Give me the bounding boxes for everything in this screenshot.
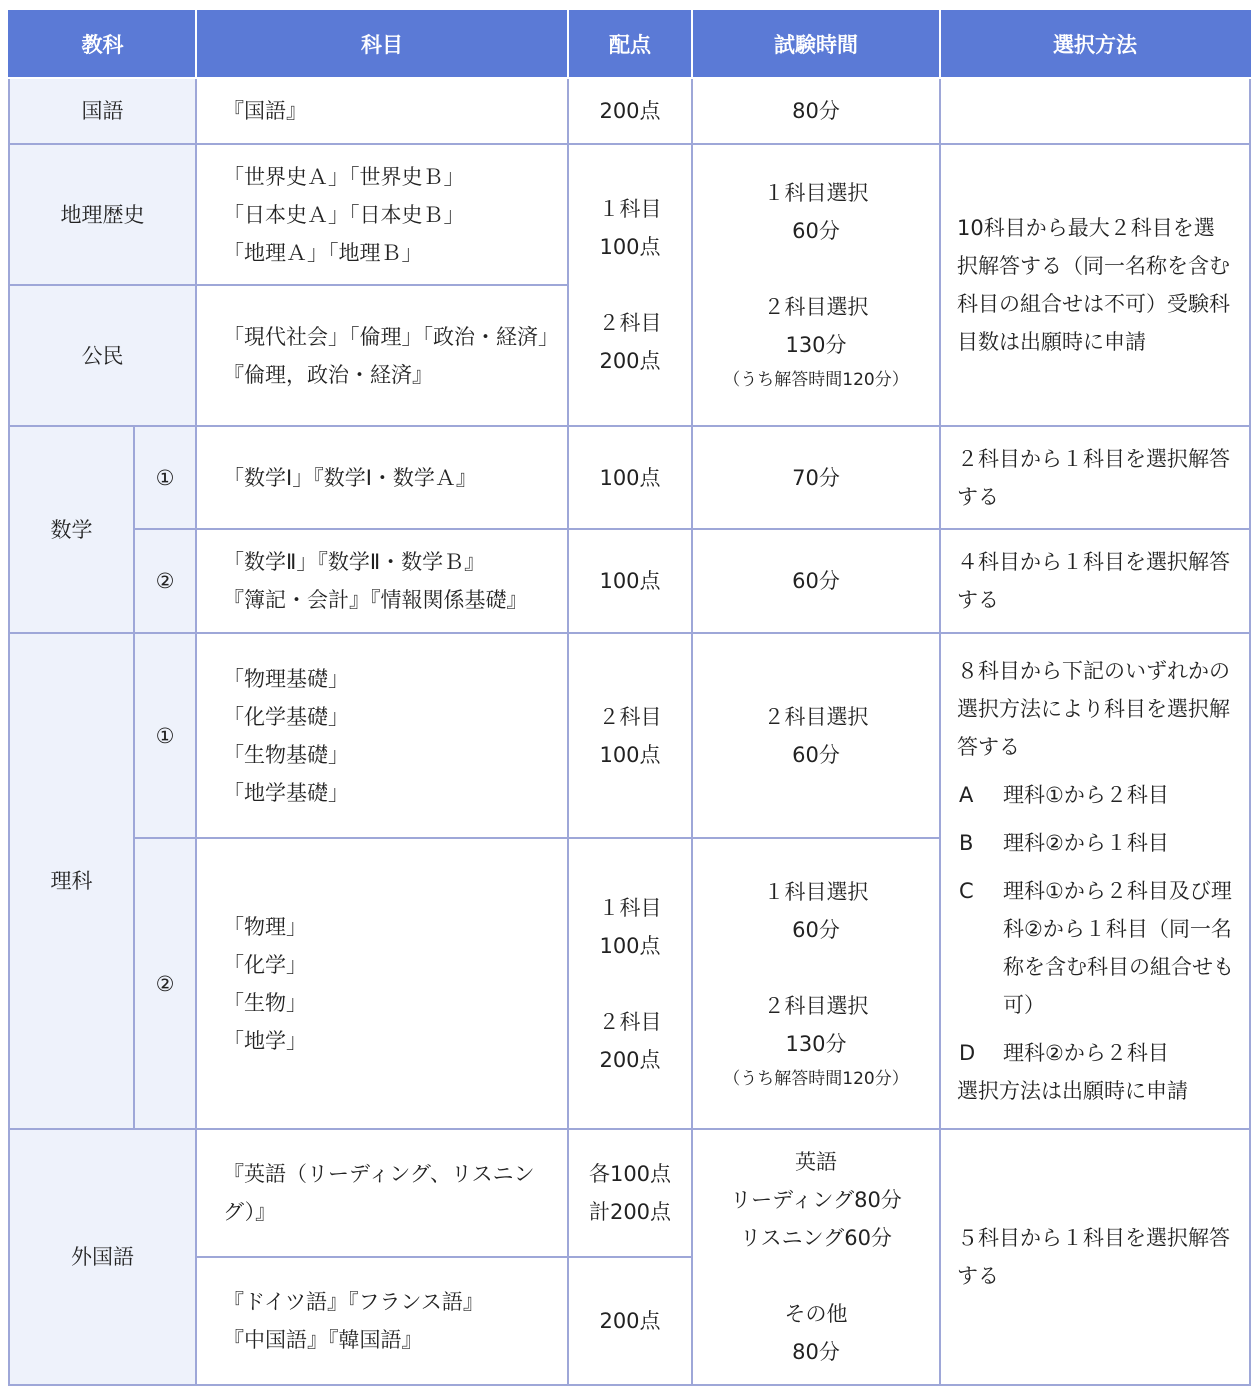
header-row (9, 11, 1250, 78)
subjects-rika-2 (196, 838, 568, 1129)
subject-line: 「地理Ａ」「地理Ｂ」 (223, 240, 423, 265)
method-rika (940, 633, 1250, 1129)
subject-line: 「化学」 (223, 952, 307, 977)
points-line: 200点 (599, 349, 661, 373)
subject-line: 『簿記・会計』『情報関係基礎』 (223, 588, 528, 612)
points-line: ２科目 (598, 311, 662, 335)
time-line: ２科目選択 (763, 295, 869, 319)
points-kokugo: 200点 (568, 78, 692, 144)
method-sugaku-1: ２科目から１科目を選択解答する (940, 426, 1250, 529)
row-gaikokugo-1 (9, 1129, 1250, 1257)
sub-rika-1: ① (134, 633, 196, 838)
subject-line: 「世界史Ａ」「世界史Ｂ」 (223, 164, 465, 189)
subjects-gaikokugo-2 (196, 1257, 568, 1385)
subject-line: 「現代社会」「倫理」「政治・経済」 (223, 324, 559, 349)
subjects-gaikokugo-1: 『英語（リーディング、リスニング）』 (196, 1129, 568, 1257)
category-kokugo: 国語 (9, 78, 196, 144)
time-line: ２科目選択 (763, 704, 869, 729)
points-line: 100点 (599, 742, 661, 767)
row-chireki (9, 144, 1250, 285)
option-text: 理科②から２科目 (1003, 1041, 1169, 1065)
points-line: ２科目 (598, 1009, 662, 1034)
time-line: リーディング80分 (730, 1188, 902, 1212)
subjects-koumin (196, 285, 568, 426)
time-line: １科目選択 (763, 879, 869, 904)
category-chireki: 地理歴史 (9, 144, 196, 285)
header-points: 配点 (568, 11, 692, 78)
header-method: 選択方法 (940, 11, 1250, 78)
time-gaikokugo (692, 1129, 940, 1385)
subjects-chireki (196, 144, 568, 285)
subject-line: 『倫理，政治・経済』 (223, 362, 433, 387)
method-option-a (957, 776, 1235, 814)
header-category: 教科 (9, 11, 196, 78)
sub-sugaku-2: ② (134, 529, 196, 633)
time-line: １科目選択 (763, 181, 869, 205)
exam-subjects-table (8, 10, 1251, 1386)
sub-rika-2: ② (134, 838, 196, 1129)
time-line: 60分 (792, 219, 840, 243)
time-line: 60分 (792, 742, 840, 767)
row-sugaku-1 (9, 426, 1250, 529)
subjects-sugaku-1: 「数学Ⅰ」『数学Ⅰ・数学Ａ』 (196, 426, 568, 529)
option-text: 理科①から２科目 (1003, 783, 1169, 807)
time-chireki-koumin (692, 144, 940, 426)
time-line: ２科目選択 (763, 993, 869, 1018)
points-line: 200点 (599, 1047, 661, 1072)
points-sugaku-1: 100点 (568, 426, 692, 529)
method-sugaku-2: ４科目から１科目を選択解答する (940, 529, 1250, 633)
method-kokugo (940, 78, 1250, 144)
header-time: 試験時間 (692, 11, 940, 78)
option-text: 理科①から２科目及び理科②から１科目（同一名称を含む科目の組合せも可） (1003, 879, 1234, 1017)
subject-line: 『ドイツ語』『フランス語』 (223, 1290, 484, 1314)
row-rika-1 (9, 633, 1250, 838)
method-option-b (957, 824, 1235, 862)
time-line: 60分 (792, 917, 840, 942)
option-key: D (959, 1041, 976, 1065)
category-gaikokugo: 外国語 (9, 1129, 196, 1385)
option-key: B (959, 831, 974, 855)
time-sugaku-1: 70分 (692, 426, 940, 529)
time-rika-1 (692, 633, 940, 838)
time-sugaku-2: 60分 (692, 529, 940, 633)
subject-line: 「化学基礎」 (223, 704, 349, 729)
category-rika: 理科 (9, 633, 134, 1129)
time-line: 130分 (785, 1031, 847, 1056)
method-note: 選択方法は出願時に申請 (957, 1079, 1188, 1103)
points-line: ２科目 (598, 704, 662, 729)
points-line: １科目 (598, 197, 662, 221)
row-kokugo (9, 78, 1250, 144)
points-line: １科目 (598, 895, 662, 920)
subject-line: 「地学」 (223, 1028, 307, 1053)
subject-line: 『中国語』『韓国語』 (223, 1328, 423, 1352)
points-line: 各100点 (588, 1162, 672, 1186)
time-line: 130分 (785, 333, 847, 357)
subject-line: 「生物」 (223, 990, 307, 1015)
subject-line: 「生物基礎」 (223, 742, 349, 767)
header-subject: 科目 (196, 11, 568, 78)
sub-sugaku-1: ① (134, 426, 196, 529)
row-sugaku-2 (9, 529, 1250, 633)
points-rika-2 (568, 838, 692, 1129)
category-koumin: 公民 (9, 285, 196, 426)
points-line: 100点 (599, 933, 661, 958)
time-line: 英語 (795, 1150, 837, 1174)
points-chireki-koumin (568, 144, 692, 426)
points-gaikokugo-2: 200点 (568, 1257, 692, 1385)
subjects-sugaku-2 (196, 529, 568, 633)
time-note: （うち解答時間120分） (723, 1068, 909, 1089)
option-key: C (959, 879, 974, 903)
subjects-kokugo: 『国語』 (196, 78, 568, 144)
method-option-d (957, 1034, 1235, 1072)
category-sugaku: 数学 (9, 426, 134, 633)
option-key: A (959, 783, 974, 807)
time-note: （うち解答時間120分） (723, 370, 909, 390)
subjects-rika-1 (196, 633, 568, 838)
subject-line: 「地学基礎」 (223, 780, 349, 805)
time-rika-2 (692, 838, 940, 1129)
points-sugaku-2: 100点 (568, 529, 692, 633)
time-line: その他 (784, 1302, 848, 1326)
subject-line: 「日本史Ａ」「日本史Ｂ」 (223, 202, 465, 227)
option-text: 理科②から１科目 (1003, 831, 1169, 855)
time-line: 80分 (792, 1340, 840, 1364)
points-rika-1 (568, 633, 692, 838)
subject-line: 「数学Ⅱ」『数学Ⅱ・数学Ｂ』 (223, 550, 486, 574)
method-intro: ８科目から下記のいずれかの選択方法により科目を選択解答する (957, 659, 1230, 759)
points-gaikokugo-1 (568, 1129, 692, 1257)
time-kokugo: 80分 (692, 78, 940, 144)
time-line: リスニング60分 (740, 1226, 892, 1250)
points-line: 計200点 (588, 1200, 672, 1224)
subject-line: 「物理基礎」 (223, 666, 349, 691)
method-chireki-koumin: 10科目から最大２科目を選択解答する（同一名称を含む科目の組合せは不可）受験科目数は出願時に申請 (940, 144, 1250, 426)
points-line: 100点 (599, 235, 661, 259)
method-option-c (957, 872, 1235, 1024)
subject-line: 「物理」 (223, 914, 307, 939)
method-gaikokugo: ５科目から１科目を選択解答する (940, 1129, 1250, 1385)
